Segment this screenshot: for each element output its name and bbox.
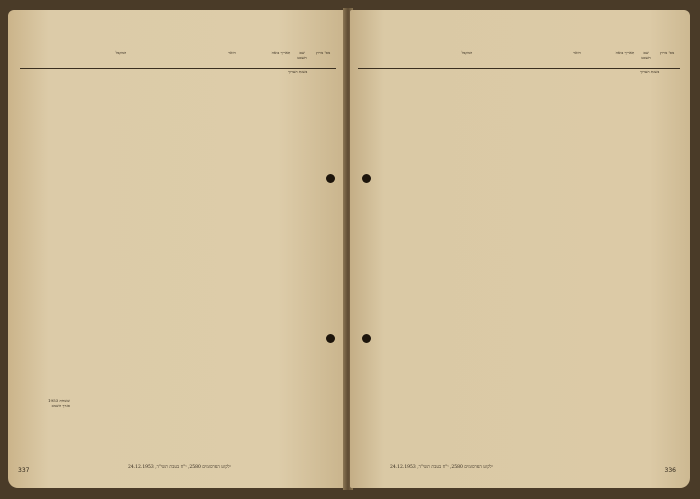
left-table-header xyxy=(20,50,336,69)
binder-hole xyxy=(362,174,371,183)
header-unit: שם השבט xyxy=(641,50,651,60)
header-date: תאריך בואה xyxy=(615,50,635,55)
binder-hole xyxy=(326,334,335,343)
binder-hole xyxy=(362,334,371,343)
header-name: היאר xyxy=(228,50,236,55)
left-end-note-line2: סגרך השמכ xyxy=(51,403,70,408)
left-subheader: בשנת הערוך xyxy=(288,69,308,74)
right-table-header xyxy=(358,50,680,69)
binder-hole xyxy=(326,174,335,183)
left-page-number: 337 xyxy=(18,467,30,474)
header-unit: שם השבט xyxy=(297,50,307,60)
right-subheader: בשנת הערוך xyxy=(640,69,660,74)
left-end-note-line1: ששחת 1953 xyxy=(48,398,70,403)
right-page xyxy=(350,10,690,488)
header-name: היאר xyxy=(573,50,581,55)
right-footer: ילקוט הפרסומים 2580, י"ח בטבת תשי"ד, 24.12.1953 xyxy=(390,465,493,470)
header-number: מס' מרוץ xyxy=(315,50,331,55)
header-number: מס' מרוץ xyxy=(659,50,675,55)
left-end-note xyxy=(48,398,70,408)
header-date: תאריך בואה xyxy=(271,50,291,55)
left-page xyxy=(8,10,346,488)
right-page-number: 336 xyxy=(664,467,676,474)
header-place: המקבל xyxy=(115,50,127,55)
header-place: המקבל xyxy=(461,50,473,55)
left-footer: ילקוט הפרסומים 2580, י"ח בטבת תשי"ד, 24.12.1953 xyxy=(128,465,231,470)
